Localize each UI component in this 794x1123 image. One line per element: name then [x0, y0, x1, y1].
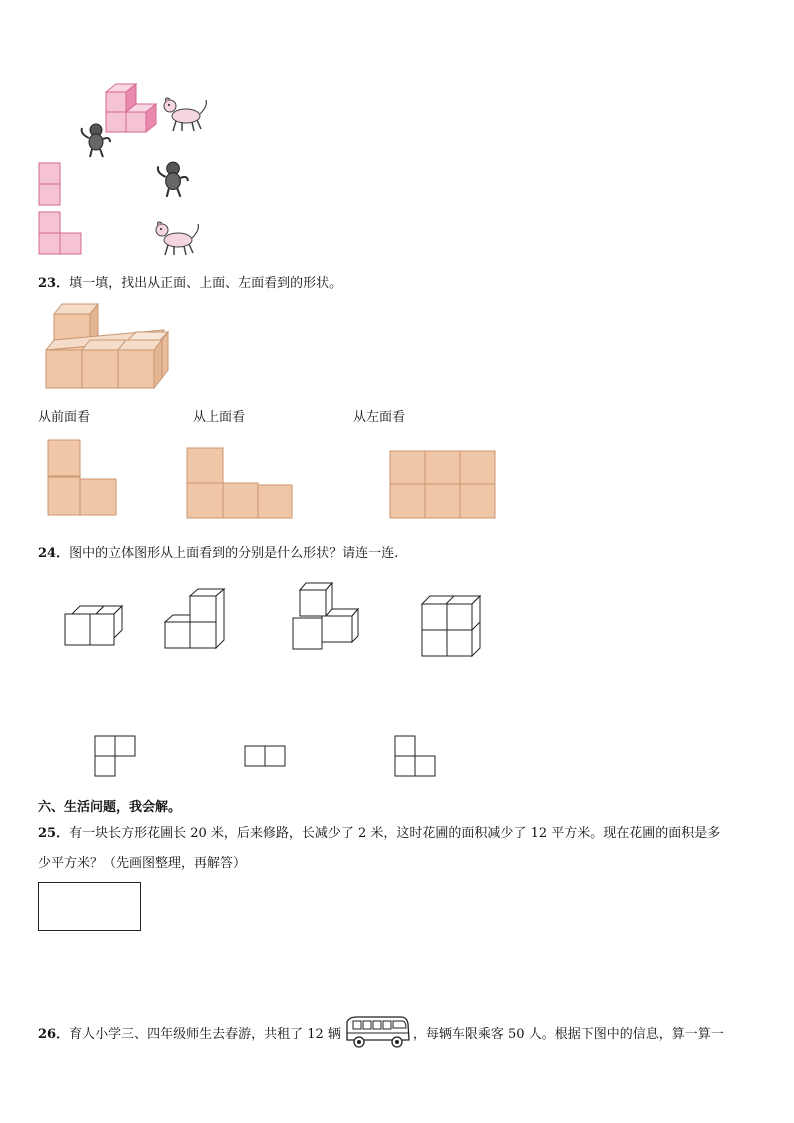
view-label-top: 从上面看 [193, 410, 246, 425]
q25-line1 [38, 822, 720, 841]
dog-icon [160, 96, 210, 134]
q23-cube-figure [42, 300, 172, 392]
q26-text-before: 育人小学三、四年级师生去春游，共租了 12 辆 [69, 1026, 341, 1042]
q26-line [38, 1014, 724, 1050]
monkey-icon [152, 160, 192, 198]
top-view-shape-3[interactable] [394, 735, 436, 777]
view-label-left: 从左面看 [353, 410, 406, 425]
solid-figure-2[interactable] [164, 588, 228, 650]
view-label-front: 从前面看 [38, 410, 91, 425]
q23-number: 23． [38, 276, 70, 291]
view-shape-two-vertical [38, 162, 62, 206]
q25-drawing-box[interactable] [38, 882, 141, 931]
view-shape-l [38, 211, 84, 255]
q24-number: 24． [38, 546, 70, 561]
dog-icon [152, 220, 202, 258]
q23-prompt [38, 272, 342, 291]
q26-text-after: ，每辆车限乘客 50 人。根据下图中的信息，算一算一 [412, 1026, 724, 1042]
solid-figure-3[interactable] [292, 582, 362, 652]
q25-text-line1: 有一块长方形花圃长 20 米，后来修路，长减少了 2 米，这时花圃的面积减少了 12 平方米。现在花圃的面积是多 [69, 826, 721, 841]
answer-view-left [389, 450, 497, 520]
q26-number: 26． [38, 1026, 70, 1042]
q23-text: 填一填，找出从正面、上面、左面看到的形状。 [69, 276, 343, 291]
answer-view-front [47, 439, 119, 517]
answer-view-top [186, 447, 294, 519]
bus-icon [343, 1014, 411, 1050]
q25-number: 25． [38, 826, 70, 841]
monkey-icon [76, 122, 114, 158]
solid-figure-4[interactable] [420, 594, 484, 658]
q25-line2: 少平方米？（先画图整理，再解答） [38, 856, 247, 871]
top-view-shape-2[interactable] [244, 745, 286, 767]
top-view-shape-1[interactable] [94, 735, 136, 777]
q24-prompt [38, 542, 398, 561]
q24-text: 图中的立体图形从上面看到的分别是什么形状？请连一连. [69, 546, 399, 561]
section-6-title [38, 796, 181, 815]
solid-figure-1[interactable] [64, 602, 128, 648]
section-6-title-text: 六、生活问题，我会解。 [38, 800, 182, 815]
